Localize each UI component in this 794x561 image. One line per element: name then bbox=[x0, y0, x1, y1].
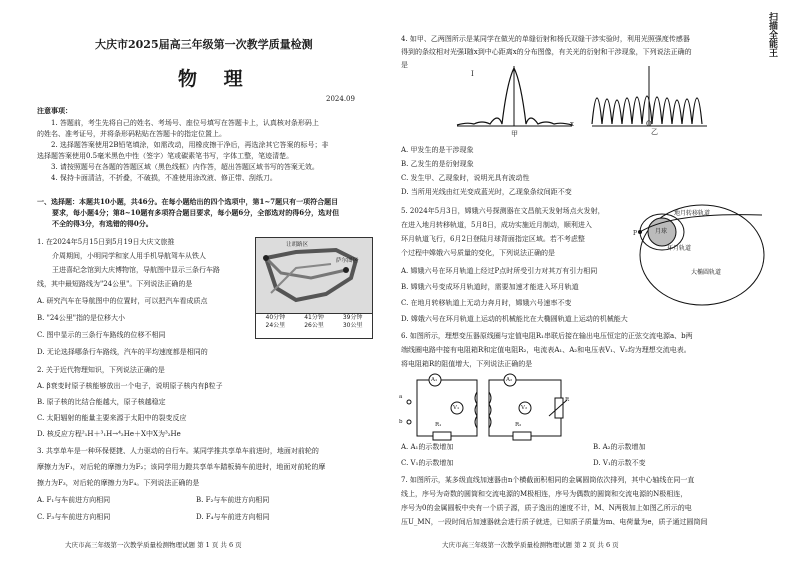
exam-title: 大庆市2025届高三年级第一次教学质量检测 bbox=[95, 38, 313, 51]
route-option bbox=[333, 314, 372, 338]
figure-label-yi: 乙 bbox=[651, 128, 658, 136]
q3-stem: 3. 共享单车是一种环保便捷、人力驱动的自行车。某同学推共享单车前进时，地面对前轮的 bbox=[37, 447, 319, 455]
resistor-r2 bbox=[513, 432, 531, 440]
navigation-map bbox=[255, 237, 373, 339]
map-label-district: 萨尔图区 bbox=[336, 258, 359, 264]
q6-stem: 6. 如图所示，理想变压器原线圈与定值电阻R₁串联后接在输出电压恒定的正弦交流电源a、b两 bbox=[401, 332, 693, 340]
q4-option: A. 甲发生的是干涉现象 bbox=[401, 146, 474, 154]
label-r1: R₁ bbox=[435, 422, 442, 428]
page-footer: 大庆市高三年级第一次教学质量检测物理试题 第 2 页 共 6 页 bbox=[442, 541, 619, 549]
label-v2: V₂ bbox=[521, 405, 528, 411]
route-time: 41分钟 bbox=[304, 314, 324, 321]
q1-option: A. 研究汽车在导航图中的位置时，可以把汽车看成质点 bbox=[37, 297, 208, 305]
q2-option: B. 原子核的比结合能越大，原子核越稳定 bbox=[37, 398, 166, 406]
q4-option: C. 发生甲、乙现象时，说明光具有波动性 bbox=[401, 174, 530, 182]
note-line: 2. 选择题答案使用2B铅笔填涂，如需改动，用橡皮擦干净后，再选涂其它答案的标号；非 bbox=[51, 141, 329, 149]
q1-option: C. 图中显示的三条行车路线的位移不相同 bbox=[37, 331, 166, 339]
subject-title: 物 理 bbox=[178, 68, 253, 90]
route-distance: 24公里 bbox=[265, 322, 286, 329]
q5-option: C. 在地月转移轨道上无动力奔月时，嫦娥六号速率不变 bbox=[401, 299, 572, 307]
q5-option: A. 嫦娥六号在环月轨道上经过P点时所受引力对其万有引力相同 bbox=[401, 267, 598, 275]
q6-option: D. V₁的示数不变 bbox=[593, 459, 646, 467]
q1-stem: 线，其中最短路线为"24公里"。下列说法正确的是 bbox=[37, 280, 193, 288]
q4-stem: 4. 如甲、乙两图所示是某同学在做光的单缝衍射和杨氏双缝干涉实验时，利用光照强度传感器 bbox=[401, 35, 690, 43]
q4-option: D. 当所用光线由红光变成蓝光时，乙现象条纹间距不变 bbox=[401, 188, 572, 196]
resistor-box-r bbox=[555, 398, 563, 418]
note-line: 1. 答题前，考生先将自己的姓名、考场号、座位号填写在答题卡上，认真核对条形码上 bbox=[51, 119, 319, 127]
route-time: 39分钟 bbox=[342, 314, 363, 321]
section-heading: 不全的得3分，有选错的得0分。 bbox=[52, 219, 153, 228]
q5-stem: 5. 2024年5月3日，嫦娥六号探测器在文昌航天发射场点火发射， bbox=[401, 207, 605, 215]
map-routes bbox=[256, 238, 372, 314]
route-option bbox=[256, 314, 295, 338]
note-line: 选择题答案使用0.5毫米黑色中性（签字）笔或碳素笔书写，字体工整，笔迹清楚。 bbox=[37, 152, 294, 160]
q1-stem: 1. 在2024年5月15日到5月19日大庆文旅推 bbox=[37, 238, 175, 246]
label-r2: R₂ bbox=[515, 422, 522, 428]
q2-option: C. 太阳辐射的能量主要来源于太阳中的裂变反应 bbox=[37, 414, 187, 422]
section-heading: 要求，每小题4分；第8~10题有多项符合题目要求，每小题6分，全部选对的得6分，选对但 bbox=[52, 208, 340, 217]
primary-loop bbox=[417, 380, 477, 436]
route-distance: 30公里 bbox=[342, 322, 363, 329]
scanner-watermark: 扫描全能王 bbox=[767, 12, 777, 57]
q5-stem: 个过程中嫦娥六号质量的变化，下列说法正确的是 bbox=[401, 249, 555, 257]
q7-stem: 7. 如图所示，某多级直线加速器由n个横截面积相同的金属圆筒依次排列，其中心轴线在同一直 bbox=[401, 476, 695, 484]
q3-stem: 摩擦力为F₁，对后轮的摩擦力为F₂；该同学用力蹬共享单车踏板骑车前进时，地面对前轮的摩 bbox=[37, 463, 326, 471]
axis-label-o: O bbox=[646, 120, 652, 128]
point-p bbox=[638, 230, 642, 234]
label-v1: V₁ bbox=[453, 405, 460, 411]
note-line: 的姓名、准考证号，并将条形码粘贴在答题卡的指定位置上。 bbox=[37, 130, 226, 138]
label-transfer-orbit: 地月转移轨道 bbox=[674, 210, 711, 217]
route-option bbox=[295, 314, 334, 338]
terminal-b bbox=[407, 420, 411, 424]
q1-stem: 介周期间，小明同学和家人用手机导航驾车从铁人 bbox=[52, 252, 206, 260]
label-a2: A₂ bbox=[506, 377, 513, 383]
q2-option: A. β衰变时原子核能够放出一个电子，说明原子核内有β粒子 bbox=[37, 382, 223, 390]
note-line: 3. 请按照题号在各题的答题区域（黑色线框）内作答，超出答题区域书写的答案无效。 bbox=[51, 163, 319, 171]
q5-stem: 环月轨道飞行，6月2日登陆月球背面指定区域。若不考虑整 bbox=[401, 235, 585, 243]
q3-option: C. F₃与车前进方向相同 bbox=[37, 513, 111, 521]
route-stats bbox=[256, 313, 372, 338]
q6-option: A. A₁的示数增加 bbox=[401, 443, 454, 451]
exam-date: 2024.09 bbox=[326, 95, 355, 103]
route-time: 40分钟 bbox=[265, 314, 286, 321]
q1-stem: 王进喜纪念馆到大庆博物馆，导航图中显示三条行车路 bbox=[52, 266, 220, 274]
q7-stem: 线上，序号为奇数的圆筒和交流电源的M极相连，序号为偶数的圆筒和交流电源的N极相连， bbox=[401, 490, 688, 498]
q3-option: D. F₄与车前进方向相同 bbox=[196, 513, 270, 521]
q1-option: B. "24公里"指的是位移大小 bbox=[37, 314, 125, 322]
q2-stem: 2. 关于近代物理知识，下列说法正确的是 bbox=[37, 366, 165, 374]
q2-option: D. 核反应方程²₁H＋³₁H→⁴₂He＋X中X为³₂He bbox=[37, 430, 181, 438]
label-a: a bbox=[399, 394, 403, 400]
q7-stem: 序号为0的金属圆板中央有一个质子源，质子逸出的速度不计，M、N两极加上如图乙所示的电 bbox=[401, 504, 692, 512]
q3-option: A. F₁与车前进方向相同 bbox=[37, 496, 111, 504]
label-ellipse-orbit: 大椭圆轨道 bbox=[691, 269, 722, 276]
label-point-p: P bbox=[633, 230, 638, 237]
map-label-district: 让胡路区 bbox=[286, 242, 309, 248]
terminal-a bbox=[407, 400, 411, 404]
label-moon: 月球 bbox=[655, 228, 668, 235]
right-page bbox=[397, 0, 794, 561]
q5-option: D. 嫦娥六号在环月轨道上运动的机械能比在大椭圆轨道上运动的机械能大 bbox=[401, 315, 628, 323]
section-heading: 一、选择题：本题共10小题，共46分。在每小题给出的四个选项中，第1~7题只有一项符合题目 bbox=[37, 197, 339, 206]
label-b: b bbox=[399, 419, 403, 425]
resistor-r1 bbox=[433, 432, 451, 440]
q3-option: B. F₂与车前进方向相同 bbox=[196, 496, 270, 504]
q7-stem: 压U_MN，一段时间后加速器就会进行质子就进，已知质子质量为m、电荷量为e，质子通过圆筒间 bbox=[401, 518, 708, 526]
label-a1: A₁ bbox=[431, 377, 438, 383]
q6-stem: 端线圈电路中接有电阻箱R和定值电阻R₂，电流表A₁、A₂和电压表V₁、V₂均为理想交流电表。 bbox=[401, 346, 691, 354]
note-line: 4. 保持卡面清洁，不折叠，不破损，不准使用涂改液、修正带、刮纸刀。 bbox=[51, 174, 277, 182]
q6-option: C. V₁的示数增加 bbox=[401, 459, 454, 467]
route-distance: 26公里 bbox=[304, 322, 324, 329]
label-lunar-orbit: 环月轨道 bbox=[667, 245, 692, 252]
q3-stem: 擦力为F₃，对后轮的摩擦力为F₄。下列说法正确的是 bbox=[37, 479, 200, 487]
q4-stem: 是 bbox=[401, 61, 408, 69]
page-footer: 大庆市高三年级第一次教学质量检测物理试题 第 1 页 共 6 页 bbox=[65, 541, 242, 549]
q4-stem: 得到的条纹相对光强I随x到中心距离x的分布图像，有关光的衍射和干涉现象，下列说法正确的 bbox=[401, 48, 692, 56]
axis-label-i: I bbox=[471, 70, 474, 78]
q6-stem: 将电阻箱R的阻值增大，下列说法正确的是 bbox=[401, 360, 533, 368]
q4-intensity-plots bbox=[452, 62, 712, 140]
q5-option: B. 嫦娥六号变成环月轨道时，需要加速才能进入环月轨道 bbox=[401, 283, 579, 291]
q1-option: D. 无论选择哪条行车路线，汽车的平均速度都是相同的 bbox=[37, 348, 208, 356]
q4-option: B. 乙发生的是衍射现象 bbox=[401, 160, 474, 168]
q5-stem: 在进入地月转移轨道，5月8日，成功实施近月制动，顺利进入 bbox=[401, 221, 592, 229]
q6-option: B. A₂的示数增加 bbox=[593, 443, 646, 451]
notes-heading: 注意事项： bbox=[37, 106, 72, 115]
axis-label-x: x bbox=[570, 120, 574, 128]
figure-label-jia: 甲 bbox=[511, 130, 518, 138]
label-r: R bbox=[565, 397, 570, 403]
